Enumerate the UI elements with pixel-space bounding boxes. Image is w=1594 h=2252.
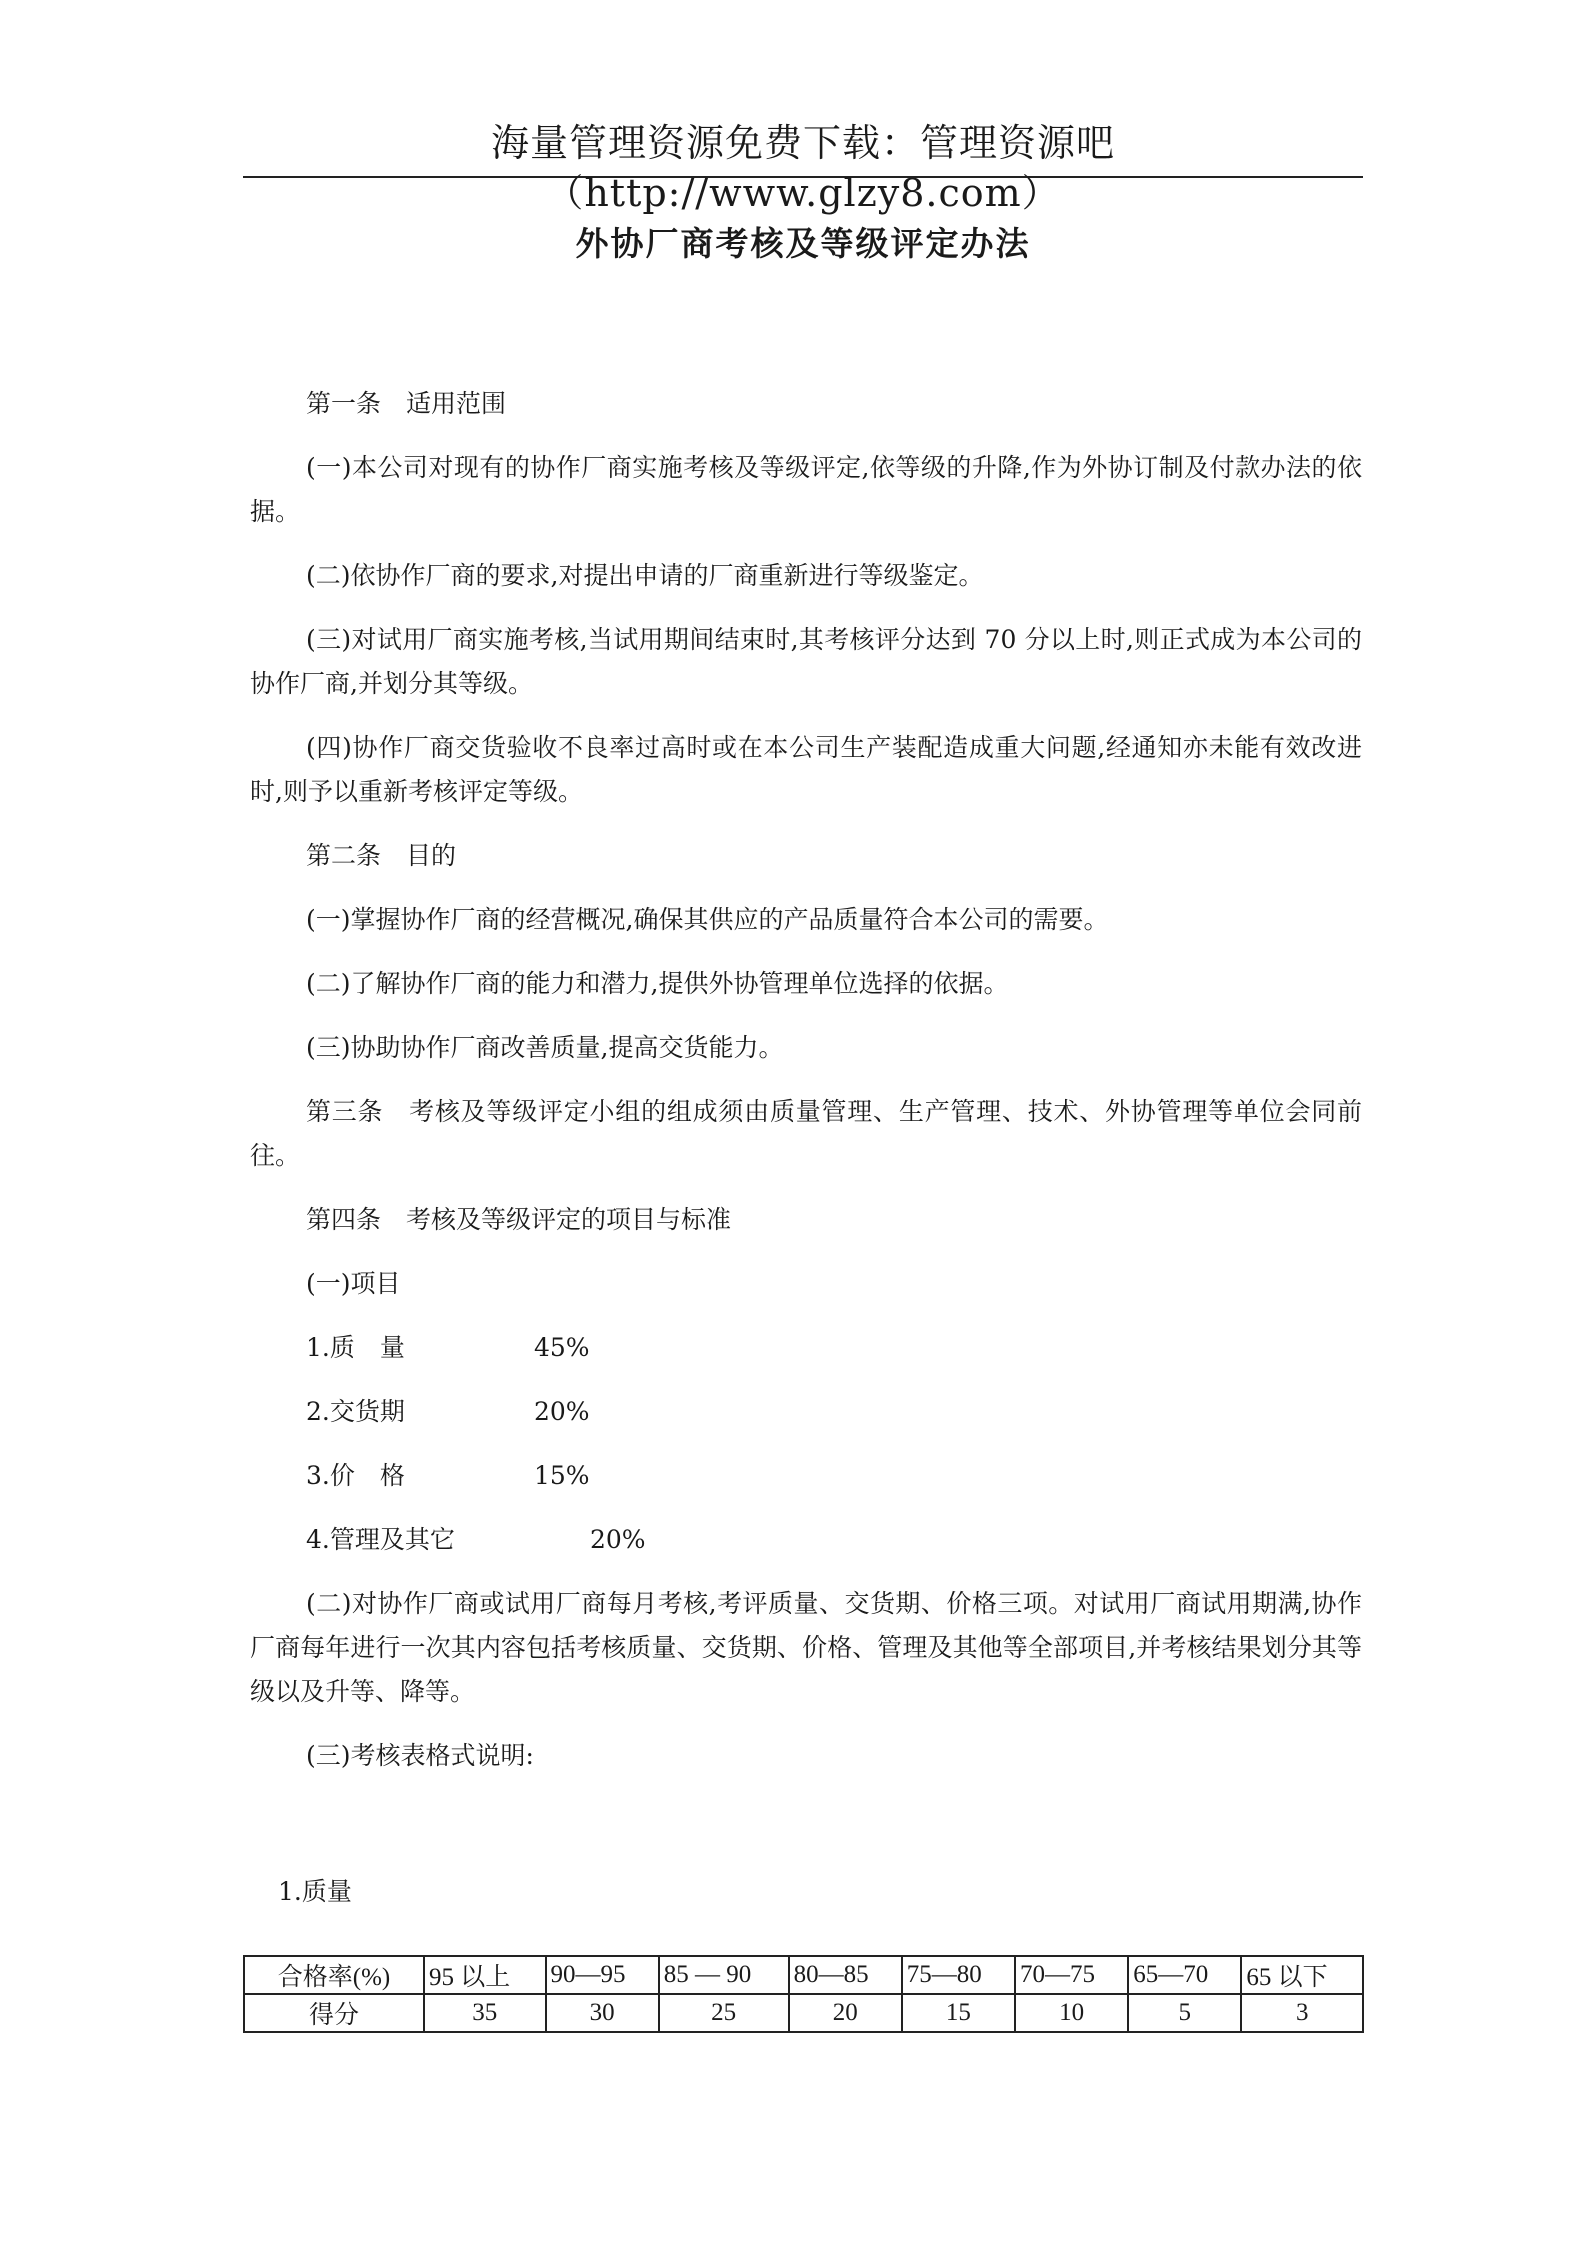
table-title: 1.质量 [278, 1877, 352, 1906]
article-2-heading: 第二条 目的 [306, 841, 457, 870]
document-body [250, 382, 1362, 1798]
header-text: 海量管理资源免费下载：管理资源吧（http://www.glzy8.com） [490, 121, 1115, 215]
table-cell: 5 [1128, 1994, 1241, 2032]
table-cell: 65 以下 [1241, 1956, 1363, 1994]
paragraph: (二)依协作厂商的要求,对提出申请的厂商重新进行等级鉴定。 [306, 561, 984, 590]
list-item [250, 1454, 1362, 1498]
paragraph: (二)对协作厂商或试用厂商每月考核,考评质量、交货期、价格三项。对试用厂商试用期满,协作厂商每年进行一次其内容包括考核质量、交货期、价格、管理及其他等全部项目,并考核结果划分其等级以及升等、降等。 [250, 1589, 1362, 1706]
paragraph: (一)掌握协作厂商的经营概况,确保其供应的产品质量符合本公司的需要。 [306, 905, 1109, 934]
table-cell: 15 [902, 1994, 1015, 2032]
table-cell: 得分 [244, 1994, 424, 2032]
list-item [250, 1326, 1362, 1370]
table-cell: 25 [659, 1994, 789, 2032]
paragraph: (三)考核表格式说明: [306, 1741, 534, 1770]
table-cell: 80—85 [789, 1956, 902, 1994]
table-row [244, 1994, 1363, 2032]
table-row [244, 1956, 1363, 1994]
paragraph: (二)了解协作厂商的能力和潜力,提供外协管理单位选择的依据。 [306, 969, 1009, 998]
document-title: 外协厂商考核及等级评定办法 [575, 224, 1031, 263]
item-label: 3.价 格 [306, 1461, 405, 1490]
table-cell: 70—75 [1015, 1956, 1128, 1994]
paragraph: (三)协助协作厂商改善质量,提高交货能力。 [306, 1033, 784, 1062]
table-cell: 20 [789, 1994, 902, 2032]
article-3-paragraph: 第三条 考核及等级评定小组的组成须由质量管理、生产管理、技术、外协管理等单位会同前往。 [250, 1097, 1362, 1170]
paragraph: (三)对试用厂商实施考核,当试用期间结束时,其考核评分达到 70 分以上时,则正式成为本公司的协作厂商,并划分其等级。 [250, 625, 1362, 698]
table-cell: 合格率(%) [244, 1956, 424, 1994]
item-value: 20% [534, 1397, 590, 1426]
paragraph: (四)协作厂商交货验收不良率过高时或在本公司生产装配造成重大问题,经通知亦未能有效改进时,则予以重新考核评定等级。 [250, 733, 1362, 806]
item-value: 45% [534, 1333, 590, 1362]
list-item [250, 1390, 1362, 1434]
list-item [250, 1518, 1362, 1562]
article-4-heading: 第四条 考核及等级评定的项目与标准 [306, 1205, 732, 1234]
table-cell: 85 — 90 [659, 1956, 789, 1994]
item-value: 15% [534, 1461, 590, 1490]
table-cell: 35 [424, 1994, 546, 2032]
quality-score-table [243, 1955, 1364, 2033]
item-label: 1.质 量 [306, 1333, 405, 1362]
table-cell: 3 [1241, 1994, 1363, 2032]
table-cell: 75—80 [902, 1956, 1015, 1994]
table-cell: 65—70 [1128, 1956, 1241, 1994]
page-header [243, 118, 1363, 215]
table-cell: 10 [1015, 1994, 1128, 2032]
table-cell: 90—95 [546, 1956, 659, 1994]
item-label: 2.交货期 [306, 1397, 405, 1426]
items-heading: (一)项目 [306, 1269, 401, 1298]
table-cell: 95 以上 [424, 1956, 546, 1994]
item-value: 20% [590, 1525, 646, 1554]
table-cell: 30 [546, 1994, 659, 2032]
item-label: 4.管理及其它 [306, 1525, 455, 1554]
article-1-heading: 第一条 适用范围 [306, 389, 507, 418]
paragraph: (一)本公司对现有的协作厂商实施考核及等级评定,依等级的升降,作为外协订制及付款办法的依据。 [250, 453, 1362, 526]
